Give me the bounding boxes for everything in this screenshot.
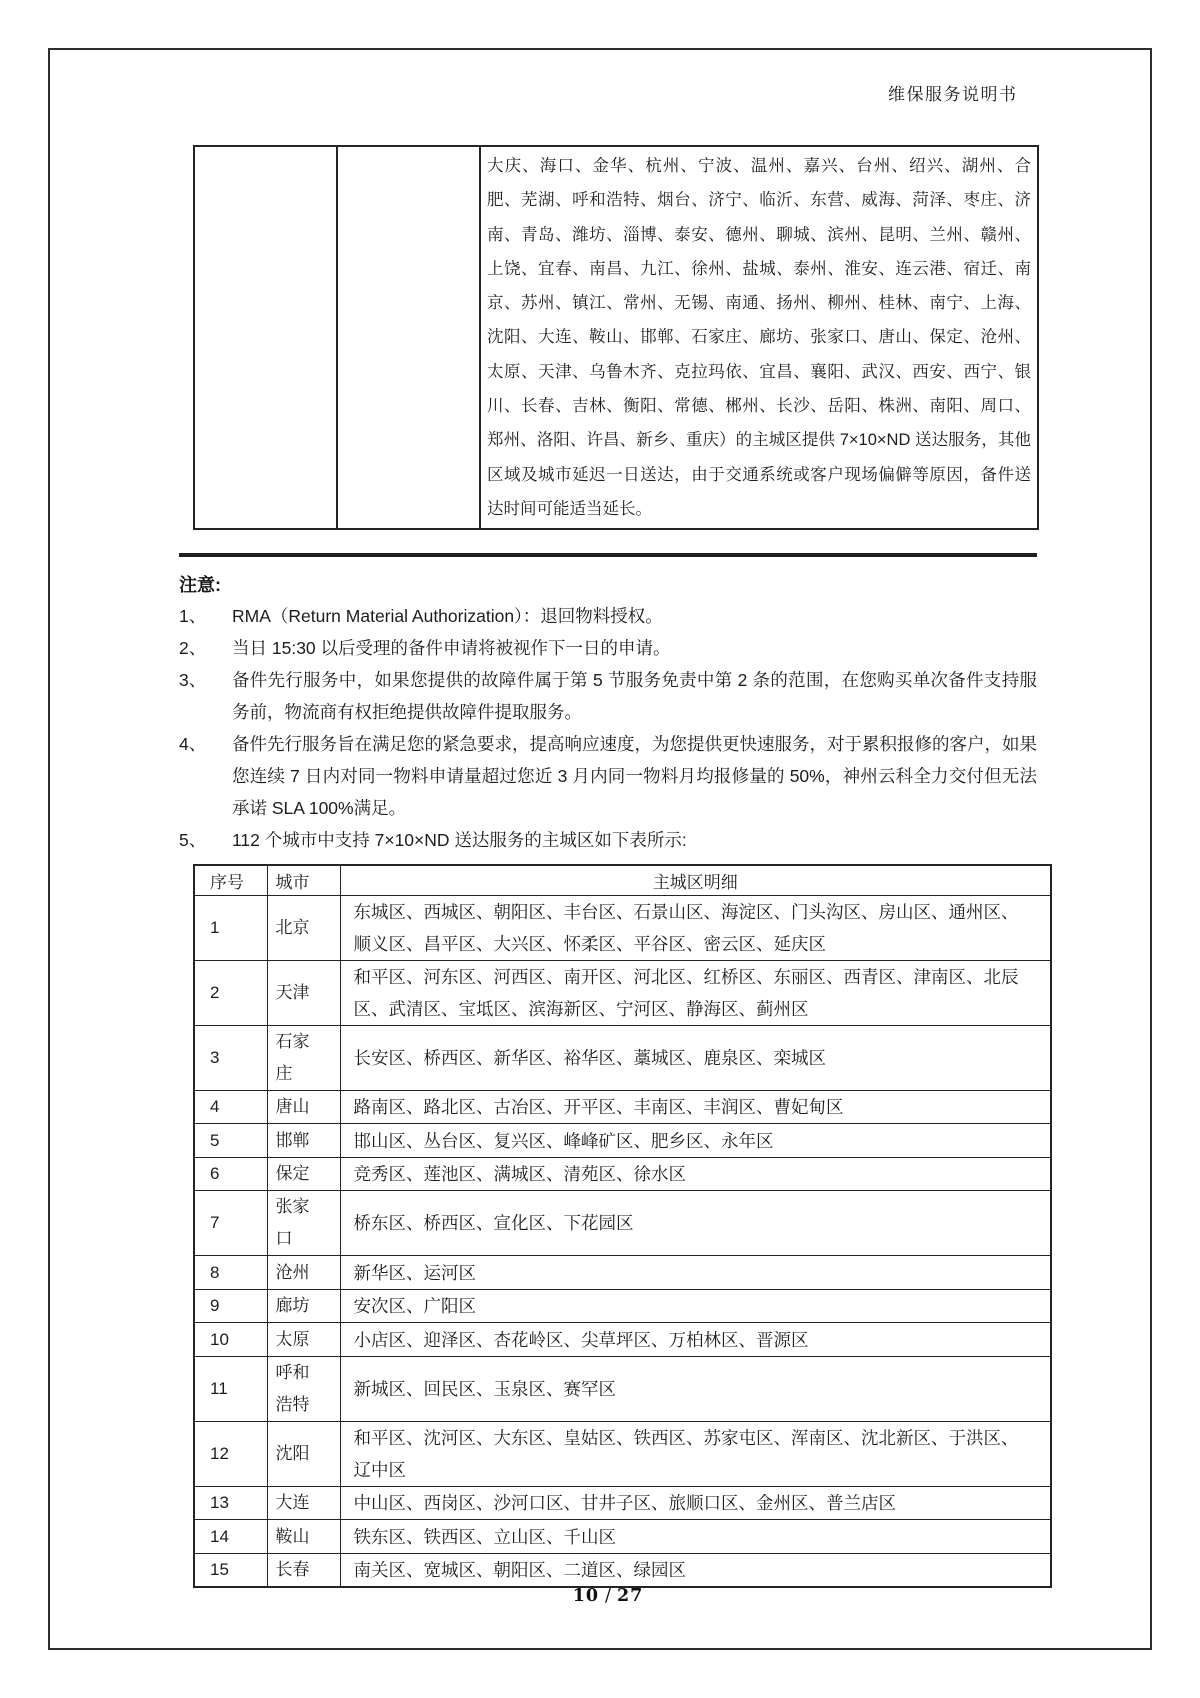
- note-item: [179, 824, 1037, 856]
- row-number-cell: 5: [194, 1124, 267, 1158]
- note-number: 3、: [179, 670, 207, 691]
- row-number-cell: 7: [194, 1191, 267, 1256]
- note-number: 2、: [179, 638, 207, 659]
- page-number-current: 10: [572, 1586, 600, 1606]
- header-cell-city: 城市: [267, 865, 340, 895]
- note-item: [179, 632, 1037, 664]
- document-header-title: 维保服务说明书: [888, 85, 1018, 104]
- city-name: 沈阳: [275, 1444, 310, 1464]
- table-row: [194, 1486, 1051, 1520]
- note-text: 备件先行服务旨在满足您的紧急要求，提高响应速度，为您提供更快速服务，对于累积报修的客户，如果您连续 7 日内对同一物料申请量超过您近 3 月内同一物料月均报修量的 50%，神州云科全力交付但无法承诺 SLA 100%满足。: [232, 734, 1037, 819]
- districts-cell: 中山区、西岗区、沙河口区、甘井子区、旅顺口区、金州区、普兰店区: [340, 1486, 1051, 1520]
- note-text: RMA（Return Material Authorization）：退回物料授权。: [232, 606, 663, 627]
- page-footer: [179, 1586, 1037, 1606]
- districts-cell: 新城区、回民区、玉泉区、赛罕区: [340, 1356, 1051, 1421]
- note-text: 备件先行服务中，如果您提供的故障件属于第 5 节服务免责中第 2 条的范围，在您购买单次备件支持服务前，物流商有权拒绝提供故障件提取服务。: [232, 670, 1037, 723]
- city-name: 长春: [275, 1560, 310, 1580]
- table-row: [194, 1090, 1051, 1124]
- note-item: [179, 664, 1037, 728]
- table-row: [194, 1025, 1051, 1090]
- cities-list-cell: 大庆、海口、金华、杭州、宁波、温州、嘉兴、台州、绍兴、湖州、合肥、芜湖、呼和浩特、烟台、济宁、临沂、东营、威海、菏泽、枣庄、济南、青岛、潍坊、淄博、泰安、德州、聊城、滨州、昆明、兰州、赣州、上饶、宜春、南昌、九江、徐州、盐城、泰州、淮安、连云港、宿迁、南京、苏州、镇江、常州、无锡、南通、扬州、柳州、桂林、南宁、上海、沈阳、大连、鞍山、邯郸、石家庄、廊坊、张家口、唐山、保定、沧州、太原、天津、乌鲁木齐、克拉玛依、宜昌、襄阳、武汉、西安、西宁、银川、长春、吉林、衡阳、常德、郴州、长沙、岳阳、株洲、南阳、周口、郑州、洛阳、许昌、新乡、重庆）的主城区提供 7×10×ND 送达服务，其他区域及城市延迟一日送达，由于交通系统或客户现场偏僻等原因，备件送达时间可能适当延长。: [480, 146, 1038, 529]
- city-name: 廊坊: [275, 1296, 310, 1316]
- page-content: [179, 0, 1037, 1588]
- districts-cell: 和平区、沈河区、大东区、皇姑区、铁西区、苏家屯区、浑南区、沈北新区、于洪区、辽中区: [340, 1421, 1051, 1486]
- districts-cell: 新华区、运河区: [340, 1256, 1051, 1290]
- districts-cell: 长安区、桥西区、新华区、裕华区、藁城区、鹿泉区、栾城区: [340, 1025, 1051, 1090]
- city-cell: [267, 1191, 340, 1256]
- city-cell: [267, 1090, 340, 1124]
- city-name: 天津: [275, 983, 310, 1003]
- districts-cell: 铁东区、铁西区、立山区、千山区: [340, 1520, 1051, 1554]
- districts-cell: 桥东区、桥西区、宣化区、下花园区: [340, 1191, 1051, 1256]
- table-row: [194, 1323, 1051, 1357]
- districts-cell: 东城区、西城区、朝阳区、丰台区、石景山区、海淀区、门头沟区、房山区、通州区、顺义区、昌平区、大兴区、怀柔区、平谷区、密云区、延庆区: [340, 895, 1051, 960]
- continued-cell-empty-2: [337, 146, 480, 529]
- districts-cell: 和平区、河东区、河西区、南开区、河北区、红桥区、东丽区、西青区、津南区、北辰区、武清区、宝坻区、滨海新区、宁河区、静海区、蓟州区: [340, 960, 1051, 1025]
- table-row: [194, 1289, 1051, 1323]
- note-number: 5、: [179, 830, 207, 851]
- city-cell: [267, 1553, 340, 1587]
- city-cell: [267, 1256, 340, 1290]
- city-name: 保定: [275, 1164, 310, 1184]
- city-name: 大连: [275, 1493, 310, 1513]
- districts-cell: 南关区、宽城区、朝阳区、二道区、绿园区: [340, 1553, 1051, 1587]
- table-row: [194, 895, 1051, 960]
- row-number-cell: 1: [194, 895, 267, 960]
- city-district-table: [193, 864, 1052, 1588]
- districts-cell: 竞秀区、莲池区、满城区、清苑区、徐水区: [340, 1157, 1051, 1191]
- page-number-separator: /: [605, 1586, 611, 1606]
- city-cell: [267, 1486, 340, 1520]
- city-cell: [267, 1520, 340, 1554]
- city-cell: [267, 1356, 340, 1421]
- header-cell-districts: 主城区明细: [340, 865, 1051, 895]
- table-header-row: [194, 865, 1051, 895]
- districts-cell: 邯山区、丛台区、复兴区、峰峰矿区、肥乡区、永年区: [340, 1124, 1051, 1158]
- city-cell: [267, 1124, 340, 1158]
- table-row: [194, 960, 1051, 1025]
- row-number-cell: 8: [194, 1256, 267, 1290]
- city-name: 太原: [275, 1329, 310, 1349]
- city-name: 北京: [275, 918, 310, 938]
- row-number-cell: 6: [194, 1157, 267, 1191]
- city-cell: [267, 895, 340, 960]
- districts-cell: 小店区、迎泽区、杏花岭区、尖草坪区、万柏林区、晋源区: [340, 1323, 1051, 1357]
- city-cell: [267, 1289, 340, 1323]
- table-row: [194, 1256, 1051, 1290]
- table-row: [194, 1421, 1051, 1486]
- city-name: 张家口: [275, 1197, 310, 1249]
- note-item: [179, 728, 1037, 824]
- row-number-cell: 12: [194, 1421, 267, 1486]
- note-number: 1、: [179, 606, 207, 627]
- row-number-cell: 15: [194, 1553, 267, 1587]
- districts-cell: 安次区、广阳区: [340, 1289, 1051, 1323]
- row-number-cell: 4: [194, 1090, 267, 1124]
- continued-city-table: [193, 145, 1039, 530]
- row-number-cell: 10: [194, 1323, 267, 1357]
- note-text: 当日 15:30 以后受理的备件申请将被视作下一日的申请。: [232, 638, 671, 659]
- city-cell: [267, 1323, 340, 1357]
- row-number-cell: 3: [194, 1025, 267, 1090]
- city-name: 沧州: [275, 1262, 310, 1282]
- section-divider-rule: [179, 553, 1037, 557]
- city-name: 呼和浩特: [275, 1362, 310, 1414]
- city-cell: [267, 1025, 340, 1090]
- header-cell-number: 序号: [194, 865, 267, 895]
- table-row: [194, 146, 1038, 529]
- row-number-cell: 9: [194, 1289, 267, 1323]
- table-row: [194, 1356, 1051, 1421]
- notes-title: 注意:: [179, 575, 221, 596]
- row-number-cell: 11: [194, 1356, 267, 1421]
- city-name: 石家庄: [275, 1031, 310, 1083]
- table-row: [194, 1191, 1051, 1256]
- city-name: 唐山: [275, 1097, 310, 1117]
- continued-cell-empty-1: [194, 146, 337, 529]
- city-name: 鞍山: [275, 1526, 310, 1546]
- city-cell: [267, 1421, 340, 1486]
- note-number: 4、: [179, 734, 207, 755]
- city-cell: [267, 1157, 340, 1191]
- row-number-cell: 2: [194, 960, 267, 1025]
- city-name: 邯郸: [275, 1130, 310, 1150]
- row-number-cell: 13: [194, 1486, 267, 1520]
- page-number-total: 27: [616, 1586, 644, 1606]
- note-text: 112 个城市中支持 7×10×ND 送达服务的主城区如下表所示:: [232, 830, 687, 851]
- table-row: [194, 1520, 1051, 1554]
- table-row: [194, 1124, 1051, 1158]
- row-number-cell: 14: [194, 1520, 267, 1554]
- city-cell: [267, 960, 340, 1025]
- note-item: [179, 600, 1037, 632]
- table-row: [194, 1157, 1051, 1191]
- districts-cell: 路南区、路北区、古冶区、开平区、丰南区、丰润区、曹妃甸区: [340, 1090, 1051, 1124]
- table-row: [194, 1553, 1051, 1587]
